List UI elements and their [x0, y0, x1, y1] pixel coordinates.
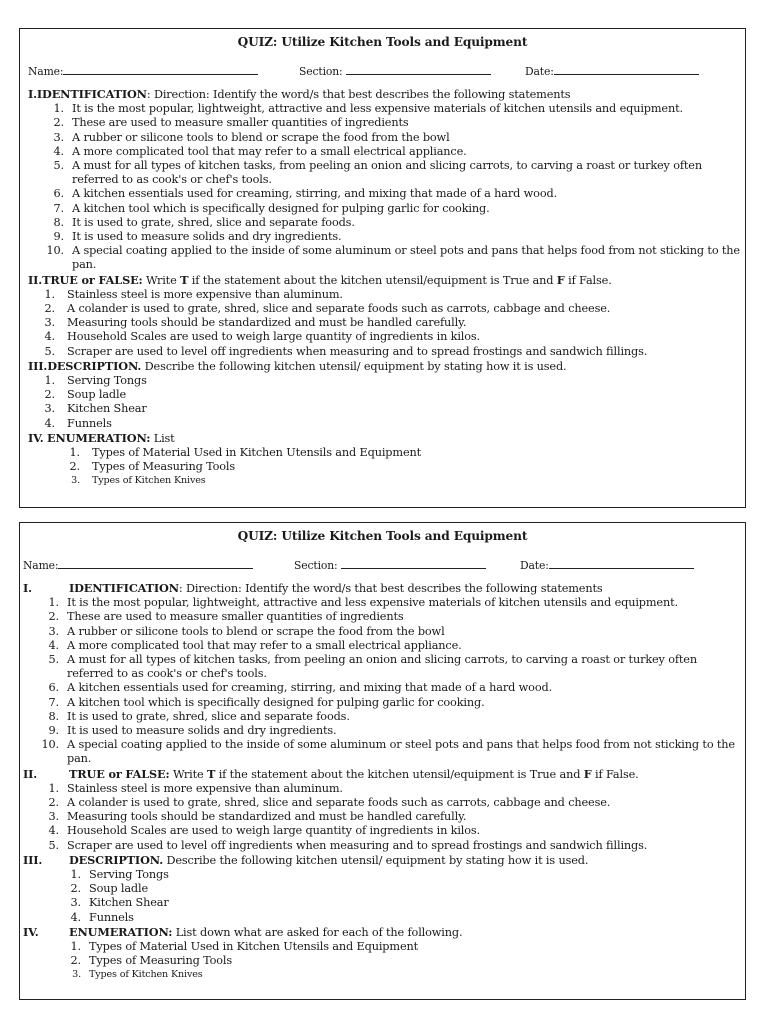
identification-list	[20, 596, 745, 766]
list-item: 2. A colander is used to grate, shred, slice and separate foods such as carrots, cabbage and cheese.	[44, 302, 611, 316]
true-false-list	[20, 288, 745, 359]
identification-roman: I.	[23, 581, 32, 595]
true-false-heading: II. TRUE or FALSE: Write T if the statement about the kitchen utensil/equipment is True and F if False.	[23, 766, 639, 781]
list-item: 9. It is used to measure solids and dry ingredients.	[53, 230, 342, 244]
list-item: 2. A colander is used to grate, shred, slice and separate foods such as carrots, cabbage and cheese.	[48, 796, 611, 810]
list-item: 3. Kitchen Shear	[44, 402, 147, 416]
list-item: 3. Kitchen Shear	[70, 896, 169, 910]
list-item: 5. A must for all types of kitchen tasks, from peeling an onion and slicing carrots, to carving a roast or turkey often referred to as cook's or chef's tools.	[53, 159, 702, 187]
quiz-title: QUIZ: Utilize Kitchen Tools and Equipment	[237, 35, 528, 49]
date-label: Date:	[525, 65, 554, 78]
date-blank[interactable]	[549, 558, 694, 569]
section-label: Section:	[294, 559, 338, 572]
identification-heading	[20, 87, 745, 102]
list-item: 1. Serving Tongs	[70, 868, 169, 882]
name-field[interactable]	[28, 64, 258, 79]
list-item: 7. A kitchen tool which is specifically designed for pulping garlic for cooking.	[48, 695, 485, 709]
list-item: 3. Measuring tools should be standardized and must be handled carefully.	[48, 810, 467, 824]
list-item: 2. Types of Measuring Tools	[69, 460, 236, 474]
quiz-sheet-1	[19, 28, 746, 508]
list-item: 1. It is the most popular, lightweight, attractive and less expensive materials of kitchen utensils and equipment.	[48, 596, 678, 610]
list-item: 6. A kitchen essentials used for creaming, stirring, and mixing that made of a hard wood.	[53, 187, 558, 201]
list-item: 3. A rubber or silicone tools to blend or scrape the food from the bowl	[53, 130, 450, 144]
student-info-row	[20, 558, 745, 574]
section-field[interactable]	[294, 558, 486, 573]
list-item: 7. A kitchen tool which is specifically designed for pulping garlic for cooking.	[53, 201, 490, 215]
identification-title: IDENTIFICATION	[36, 87, 147, 101]
list-item: 5. A must for all types of kitchen tasks, from peeling an onion and slicing carrots, to carving a roast or turkey often referred to as cook's or chef's tools.	[48, 653, 697, 681]
enumeration-heading: IV. ENUMERATION: List down what are asked for each of the following.	[23, 924, 463, 939]
true-false-roman: II.	[23, 766, 38, 781]
quiz-title: QUIZ: Utilize Kitchen Tools and Equipment	[237, 529, 528, 543]
list-item: 4. A more complicated tool that may refer to a small electrical appliance.	[53, 144, 467, 158]
list-item: 6. A kitchen essentials used for creaming, stirring, and mixing that made of a hard wood.	[48, 681, 553, 695]
list-item: 4. Household Scales are used to weigh large quantity of ingredients in kilos.	[44, 330, 480, 344]
description-heading: III. DESCRIPTION. Describe the following kitchen utensil/ equipment by stating how it is used.	[23, 852, 589, 867]
list-item: 4. Funnels	[44, 416, 112, 430]
date-field[interactable]	[520, 558, 694, 573]
identification-title: IDENTIFICATION	[69, 581, 179, 595]
list-item: 3. Measuring tools should be standardized and must be handled carefully.	[44, 316, 467, 330]
section-blank[interactable]	[341, 558, 486, 569]
list-item: 1. Serving Tongs	[44, 374, 147, 388]
true-false-title: TRUE or FALSE:	[69, 766, 170, 781]
enumeration-roman: IV.	[28, 430, 44, 445]
identification-heading	[20, 581, 745, 596]
list-item: 5. Scraper are used to level off ingredients when measuring and to spread frostings and sandwich fillings.	[48, 838, 648, 852]
list-item: 1. Stainless steel is more expensive than aluminum.	[48, 781, 343, 795]
true-false-heading: II.TRUE or FALSE: Write T if the statement about the kitchen utensil/equipment is True and F if False.	[28, 272, 612, 287]
list-item: 2. These are used to measure smaller quantities of ingredients	[53, 116, 409, 130]
list-item: 1. Stainless steel is more expensive than aluminum.	[44, 287, 343, 301]
true-false-title: TRUE or FALSE:	[42, 272, 143, 287]
list-item: 8. It is used to grate, shred, slice and separate foods.	[53, 215, 355, 229]
name-label: Name:	[23, 559, 59, 572]
list-item: 3. Types of Kitchen Knives	[72, 969, 203, 981]
true-false-list	[20, 782, 745, 853]
section-field[interactable]	[299, 64, 491, 79]
date-field[interactable]	[525, 64, 699, 79]
name-field[interactable]	[23, 558, 253, 573]
list-item: 8. It is used to grate, shred, slice and separate foods.	[48, 709, 350, 723]
identification-instruction: : Direction: Identify the word/s that best describes the following statements	[178, 582, 603, 595]
identification-roman: I.	[28, 87, 37, 101]
date-label: Date:	[520, 559, 549, 572]
list-item: 2. Soup ladle	[70, 882, 149, 896]
list-item: 9. It is used to measure solids and dry ingredients.	[48, 724, 337, 738]
description-title: DESCRIPTION.	[47, 358, 142, 373]
quiz-body	[20, 87, 745, 489]
section-label: Section:	[299, 65, 343, 78]
description-heading: III.DESCRIPTION. Describe the following kitchen utensil/ equipment by stating how it is used.	[28, 358, 567, 373]
identification-list	[20, 102, 745, 272]
quiz-body	[20, 581, 745, 983]
section-blank[interactable]	[346, 64, 491, 75]
enumeration-title: ENUMERATION:	[69, 924, 173, 939]
list-item: 1. It is the most popular, lightweight, attractive and less expensive materials of kitchen utensils and equipment.	[53, 102, 683, 116]
list-item: 10. A special coating applied to the inside of some aluminum or steel pots and pans that helps food from not sticking to the pan.	[46, 244, 740, 272]
list-item: 4. Funnels	[70, 910, 134, 924]
true-false-roman: II.	[28, 272, 43, 287]
list-item: 2. Soup ladle	[44, 388, 127, 402]
list-item: 3. Types of Kitchen Knives	[71, 475, 206, 487]
description-title: DESCRIPTION.	[69, 852, 163, 867]
list-item: 10. A special coating applied to the inside of some aluminum or steel pots and pans that helps food from not sticking to the pan.	[41, 738, 735, 766]
enumeration-roman: IV.	[23, 924, 39, 939]
description-list	[20, 374, 745, 431]
list-item: 2. These are used to measure smaller quantities of ingredients	[48, 610, 404, 624]
enumeration-title: ENUMERATION:	[47, 430, 151, 445]
quiz-sheet-2	[19, 522, 746, 1000]
list-item: 1. Types of Material Used in Kitchen Utensils and Equipment	[70, 940, 419, 954]
description-list	[20, 868, 745, 925]
description-roman: III.	[23, 852, 43, 867]
name-label: Name:	[28, 65, 64, 78]
list-item: 3. A rubber or silicone tools to blend or scrape the food from the bowl	[48, 624, 445, 638]
list-item: 4. A more complicated tool that may refer to a small electrical appliance.	[48, 638, 462, 652]
description-roman: III.	[28, 358, 48, 373]
list-item: 5. Scraper are used to level off ingredients when measuring and to spread frostings and sandwich fillings.	[44, 344, 648, 358]
enumeration-list	[20, 446, 745, 489]
identification-instruction: : Direction: Identify the word/s that best describes the following statements	[146, 88, 571, 101]
list-item: 1. Types of Material Used in Kitchen Utensils and Equipment	[69, 446, 422, 460]
student-info-row	[20, 64, 745, 80]
list-item: 4. Household Scales are used to weigh large quantity of ingredients in kilos.	[48, 824, 480, 838]
list-item: 2. Types of Measuring Tools	[70, 954, 233, 968]
name-blank[interactable]	[63, 64, 258, 75]
name-blank[interactable]	[58, 558, 253, 569]
enumeration-list	[20, 940, 745, 983]
enumeration-heading: IV. ENUMERATION: List	[28, 430, 175, 445]
date-blank[interactable]	[554, 64, 699, 75]
